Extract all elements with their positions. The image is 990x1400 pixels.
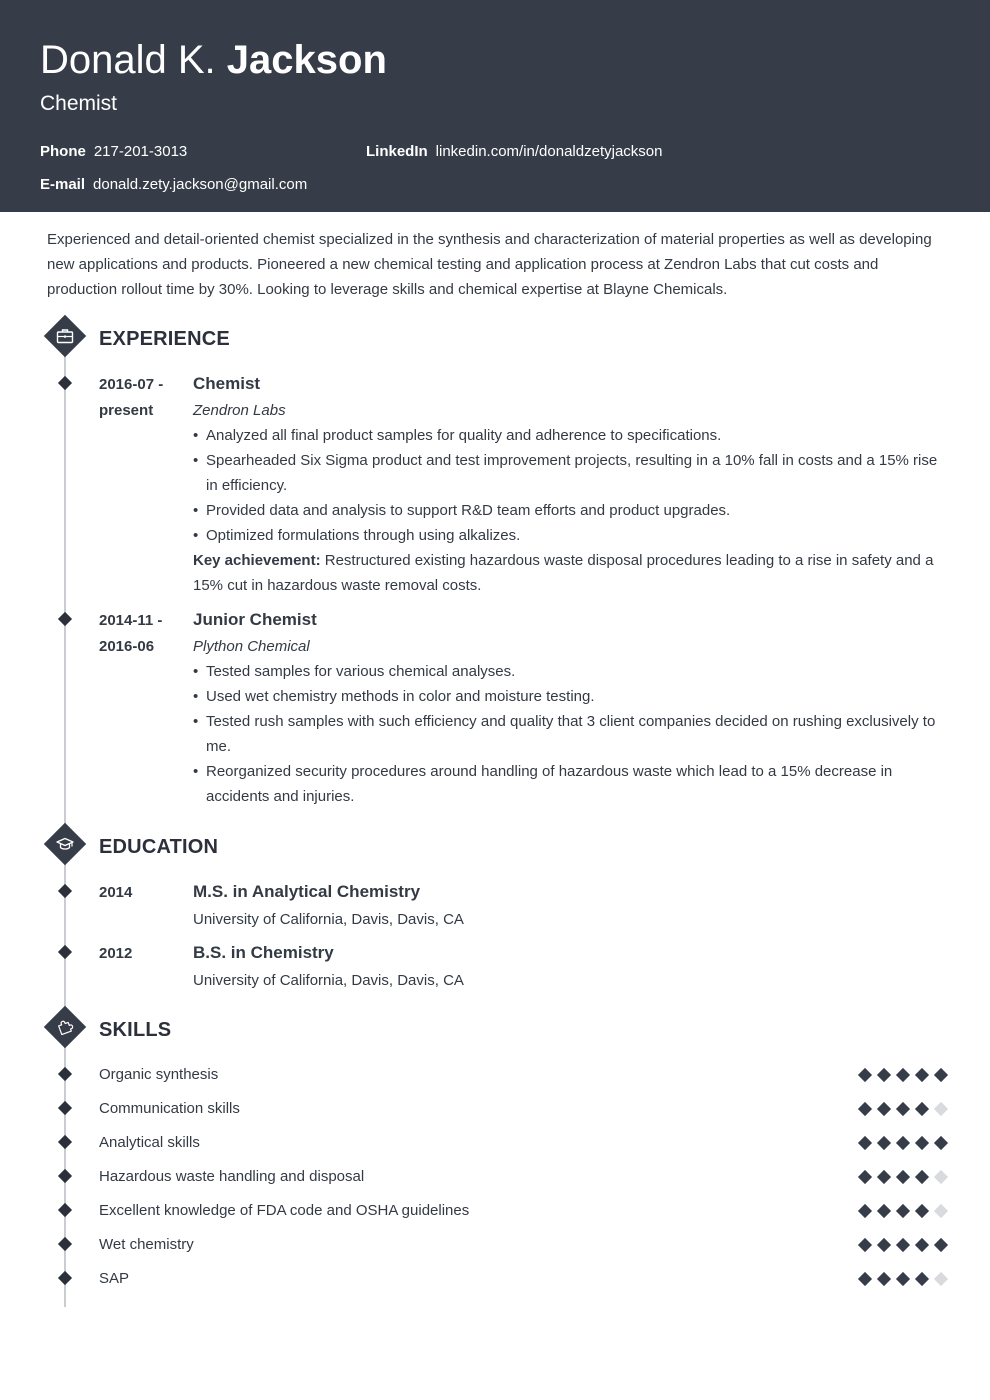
job-bullets — [193, 659, 941, 809]
rating-dot-empty — [934, 1102, 948, 1116]
degree-name: B.S. in Chemistry — [193, 943, 334, 962]
rating-dot-filled — [915, 1238, 929, 1252]
briefcase-icon — [55, 326, 75, 346]
rating-dot-filled — [915, 1204, 929, 1218]
timeline-dot — [58, 1271, 72, 1285]
school-name: University of California, Davis, Davis, CA — [193, 911, 464, 928]
rating-dot-filled — [896, 1068, 910, 1082]
key-achievement-label: Key achievement: — [193, 552, 321, 569]
skills-heading: SKILLS — [99, 1019, 172, 1041]
rating-dot-filled — [877, 1204, 891, 1218]
phone-label: Phone — [40, 143, 86, 160]
resume-header — [0, 0, 990, 212]
email-link[interactable]: donald.zety.jackson@gmail.com — [93, 176, 308, 193]
education-section-icon — [44, 823, 86, 865]
skill-rating — [857, 1067, 952, 1083]
job-role: Chemist — [193, 374, 261, 393]
timeline-dot — [58, 1067, 72, 1081]
rating-dot-filled — [858, 1204, 872, 1218]
linkedin-label: LinkedIn — [366, 143, 428, 160]
last-name: Jackson — [226, 38, 387, 82]
timeline-dot — [58, 1169, 72, 1183]
job-bullet: • Reorganized security procedures around handling of hazardous waste which lead to a 15% decrease in accidents and injuries. — [193, 759, 941, 809]
skill-rating — [857, 1135, 952, 1151]
job-date: 2016-07 - present — [99, 376, 164, 419]
email-label: E-mail — [40, 176, 86, 193]
rating-dot-filled — [934, 1136, 948, 1150]
job-company: Zendron Labs — [193, 402, 286, 419]
skill-rating — [857, 1169, 952, 1185]
job-bullet: • Spearheaded Six Sigma product and test improvement projects, resulting in a 10% fall in costs and a 15% rise in efficiency. — [193, 448, 941, 498]
skill-rating — [857, 1101, 952, 1117]
contact-linkedin — [366, 142, 662, 162]
skill-name: Organic synthesis — [99, 1066, 219, 1083]
job-date: 2014-11 - 2016-06 — [99, 612, 163, 655]
skill-name: Excellent knowledge of FDA code and OSHA guidelines — [99, 1202, 470, 1219]
rating-dot-filled — [858, 1272, 872, 1286]
job-role: Junior Chemist — [193, 610, 317, 629]
timeline-dot — [58, 376, 72, 390]
rating-dot-filled — [877, 1170, 891, 1184]
job-entry — [193, 372, 941, 598]
rating-dot-filled — [915, 1136, 929, 1150]
degree-name: M.S. in Analytical Chemistry — [193, 882, 421, 901]
rating-dot-filled — [896, 1102, 910, 1116]
rating-dot-empty — [934, 1204, 948, 1218]
education-entry — [193, 941, 941, 993]
puzzle-icon — [55, 1017, 75, 1037]
rating-dot-filled — [877, 1102, 891, 1116]
rating-dot-filled — [877, 1068, 891, 1082]
job-bullet: • Analyzed all final product samples for quality and adherence to specifications. — [193, 423, 941, 448]
linkedin-link[interactable]: linkedin.com/in/donaldzetyjackson — [435, 143, 663, 160]
timeline-dot — [58, 945, 72, 959]
rating-dot-empty — [934, 1272, 948, 1286]
rating-dot-filled — [915, 1102, 929, 1116]
skill-rating — [857, 1203, 952, 1219]
education-year: 2012 — [99, 945, 133, 962]
skill-name: Wet chemistry — [99, 1236, 194, 1253]
rating-dot-filled — [915, 1170, 929, 1184]
rating-dot-filled — [915, 1068, 929, 1082]
rating-dot-filled — [934, 1238, 948, 1252]
job-bullet: • Provided data and analysis to support R&D team efforts and product upgrades. — [193, 498, 941, 523]
first-name: Donald K. — [40, 38, 216, 82]
timeline-dot — [58, 1203, 72, 1217]
education-heading: EDUCATION — [99, 836, 219, 858]
skill-name: Communication skills — [99, 1100, 240, 1117]
skill-name: Analytical skills — [99, 1134, 200, 1151]
rating-dot-filled — [896, 1136, 910, 1150]
rating-dot-filled — [858, 1102, 872, 1116]
rating-dot-filled — [877, 1136, 891, 1150]
rating-dot-filled — [896, 1170, 910, 1184]
timeline-dot — [58, 1101, 72, 1115]
rating-dot-filled — [858, 1170, 872, 1184]
job-title: Chemist — [40, 92, 118, 115]
job-bullet: • Tested rush samples with such efficiency and quality that 3 client companies decided on rushing exclusively to me. — [193, 709, 941, 759]
timeline-dot — [58, 1237, 72, 1251]
experience-section-icon — [44, 315, 86, 357]
timeline-dot — [58, 612, 72, 626]
job-bullet: • Optimized formulations through using alkalizes. — [193, 523, 941, 548]
experience-heading: EXPERIENCE — [99, 328, 230, 350]
rating-dot-filled — [896, 1238, 910, 1252]
timeline-dot — [58, 1135, 72, 1149]
job-bullet: • Used wet chemistry methods in color and moisture testing. — [193, 684, 941, 709]
rating-dot-filled — [934, 1068, 948, 1082]
rating-dot-filled — [896, 1204, 910, 1218]
job-bullets — [193, 423, 941, 548]
school-name: University of California, Davis, Davis, CA — [193, 972, 464, 989]
rating-dot-filled — [915, 1272, 929, 1286]
rating-dot-empty — [934, 1170, 948, 1184]
job-bullet: • Tested samples for various chemical analyses. — [193, 659, 941, 684]
timeline-dot — [58, 884, 72, 898]
education-year: 2014 — [99, 884, 133, 901]
rating-dot-filled — [877, 1238, 891, 1252]
job-entry — [193, 608, 941, 809]
rating-dot-filled — [877, 1272, 891, 1286]
full-name — [40, 36, 387, 84]
skill-rating — [857, 1237, 952, 1253]
job-company: Plython Chemical — [193, 638, 310, 655]
contact-email — [40, 175, 307, 195]
rating-dot-filled — [858, 1238, 872, 1252]
skill-rating — [857, 1271, 952, 1287]
skills-section-icon — [44, 1006, 86, 1048]
skill-name: SAP — [99, 1270, 130, 1287]
contact-phone — [40, 142, 187, 162]
rating-dot-filled — [896, 1272, 910, 1286]
skill-name: Hazardous waste handling and disposal — [99, 1168, 365, 1185]
rating-dot-filled — [858, 1068, 872, 1082]
education-entry — [193, 880, 941, 932]
rating-dot-filled — [858, 1136, 872, 1150]
key-achievement-text: Restructured existing hazardous waste disposal procedures leading to a rise in safety and a 15% cut in hazardous waste removal costs. — [193, 552, 934, 594]
phone-value[interactable]: 217-201-3013 — [93, 143, 188, 160]
profile-summary: Experienced and detail-oriented chemist specialized in the synthesis and characterization of material properties as well as developing new applications and products. Pioneered a new chemical testing and application process at Zendron Labs that cut costs and production rollout time by 30%. Looking to leverage skills and chemical expertise at Blayne Chemicals. — [47, 231, 932, 298]
graduation-cap-icon — [55, 834, 75, 854]
key-achievement — [193, 548, 941, 598]
